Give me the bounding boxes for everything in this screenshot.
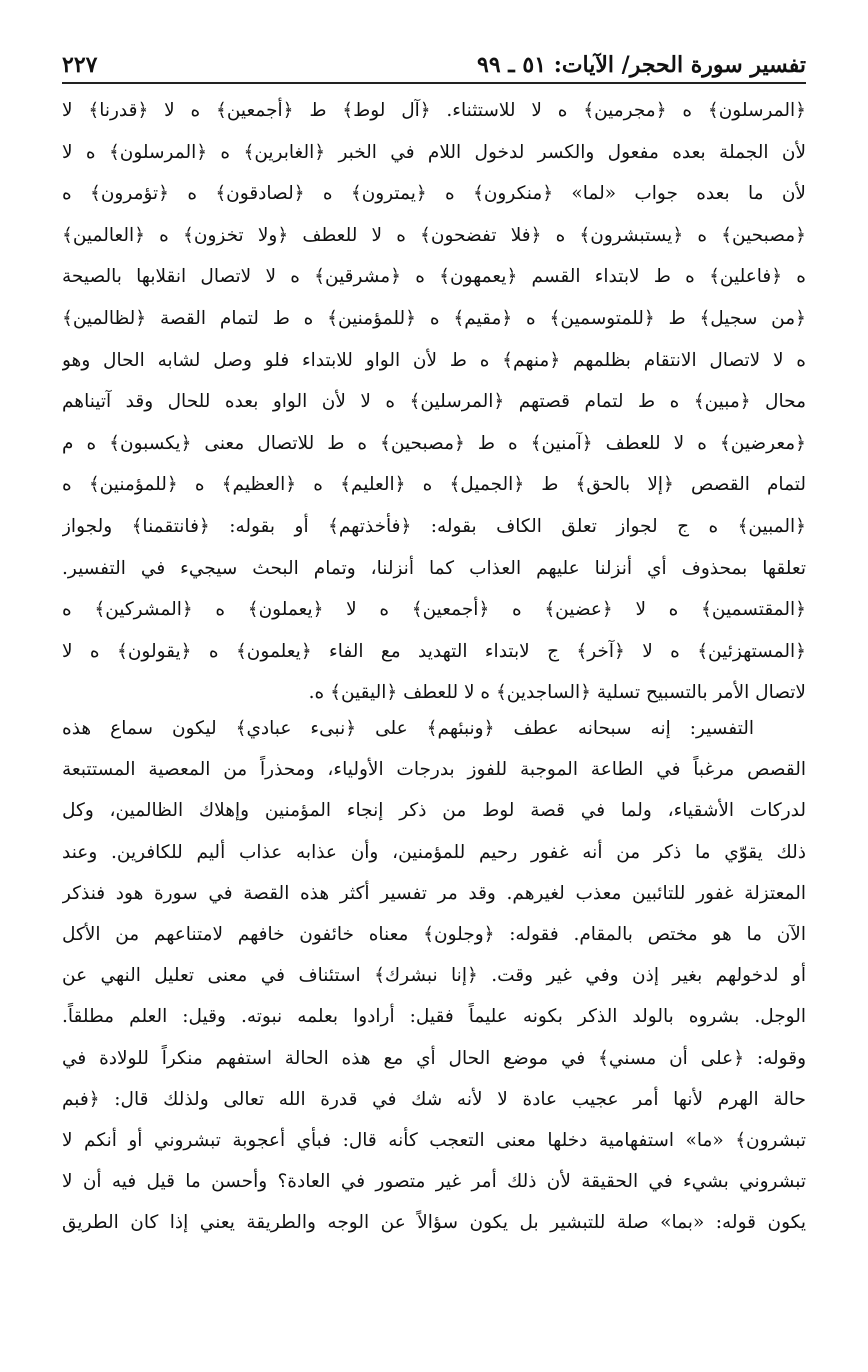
text-line: ه لا لاتصال الانتقام بظلمهم ﴿منهم﴾ ه ط لأن الواو للابتداء فلو وصل لشابه الحال وهو	[62, 349, 806, 371]
text-line: لدركات الأشقياء، ولما في قصة لوط من ذكر إنجاء المؤمنين وإهلاك الظالمين، وكل	[62, 800, 806, 822]
text-line: وقوله: ﴿على أن مسني﴾ في موضع الحال أي مع هذه الحالة استفهم منكراً للولادة في	[62, 1047, 806, 1069]
text-line: لأن ما بعده جواب «لما» ﴿منكرون﴾ ه ﴿يمترون﴾ ه ﴿لصادقون﴾ ه ﴿تؤمرون﴾ ه	[62, 183, 806, 205]
waqf-section	[62, 90, 806, 714]
text-line: ﴿المرسلون﴾ ه ﴿مجرمين﴾ ه لا للاستثناء. ﴿آل لوط﴾ ط ﴿أجمعين﴾ ه لا ﴿قدرنا﴾ لا	[62, 100, 806, 121]
text-line: محال ﴿مبين﴾ ه ط لتمام قصتهم ﴿المرسلين﴾ ه لا لأن الواو بعده للحال وقد آتيناهم	[62, 391, 806, 413]
text-line: الآن ما هو مختص بالمقام. فقوله: ﴿وجلون﴾ معناه خائفون خافهم لامتناعهم من الأكل	[62, 924, 806, 946]
text-line: ﴿من سجيل﴾ ط ﴿للمتوسمين﴾ ه ﴿مقيم﴾ ه ﴿للمؤمنين﴾ ه ط لتمام القصة ﴿لظالمين﴾	[62, 307, 806, 329]
text-line: ﴿معرضين﴾ ه لا للعطف ﴿آمنين﴾ ه ط ﴿مصبحين﴾ ه ط للاتصال معنى ﴿يكسبون﴾ ه م	[62, 432, 806, 454]
text-line: حالة الهرم لأنها أمر عجيب عادة لا لأنه شك في قدرة الله تعالى ولذلك قال: ﴿فبم	[62, 1088, 806, 1110]
text-line: تبشرون﴾ «ما» استفهامية دخلها معنى التعجب كأنه قال: فبأي أعجوبة تبشروني أو أنكم لا	[62, 1130, 806, 1152]
tafsir-section	[62, 708, 806, 1244]
text-line: ﴿المبين﴾ ه ج لجواز تعلق الكاف بقوله: ﴿فأخذتهم﴾ أو بقوله: ﴿فانتقمنا﴾ ولجواز	[62, 515, 806, 537]
text-line: لتمام القصص ﴿إلا بالحق﴾ ط ﴿الجميل﴾ ه ﴿العليم﴾ ه ﴿العظيم﴾ ه ﴿للمؤمنين﴾ ه	[62, 474, 806, 496]
text-line: لأن الجملة بعده مفعول والكسر لدخول اللام في الخبر ﴿الغابرين﴾ ه ﴿المرسلون﴾ ه لا	[62, 141, 806, 163]
page-header	[62, 38, 806, 84]
running-title: تفسير سورة الحجر/ الآيات: ٥١ ـ ٩٩	[477, 52, 806, 78]
text-line: ذلك يقوّي ما ذكر من أنه غفور رحيم للمؤمنين، وأن عذابه عذاب أليم للكافرين. وعند	[62, 841, 806, 863]
text-line: التفسير: إنه سبحانه عطف ﴿ونبئهم﴾ على ﴿نبىء عبادي﴾ ليكون سماع هذه	[62, 718, 754, 739]
text-line: القصص مرغباً في الطاعة الموجبة للفوز بدرجات الأولياء، ومحذراً من المعصية المستتبعة	[62, 759, 806, 781]
text-line: المعتزلة غفور للتائبين معذب لغيرهم. وقد مر تفسير أكثر هذه القصة في سورة هود فنذكر	[62, 882, 806, 904]
text-line: ﴿المستهزئين﴾ ه لا ﴿آخر﴾ ج لابتداء التهديد مع الفاء ﴿يعلمون﴾ ه ﴿يقولون﴾ ه لا	[62, 640, 806, 662]
text-line: تبشروني بشيء في الحقيقة لأن ذلك أمر غير متصور في العادة؟ وأحسن ما قيل فيه أن لا	[62, 1171, 806, 1193]
text-line: تعلقها بمحذوف أي أنزلنا عليهم العذاب كما أنزلنا، وتمام البحث سيجيء في التفسير.	[62, 557, 806, 579]
text-line: ﴿المقتسمين﴾ ه لا ﴿عضين﴾ ه ﴿أجمعين﴾ ه لا ﴿يعملون﴾ ه ﴿المشركين﴾ ه	[62, 599, 806, 621]
text-line: ﴿مصبحين﴾ ه ﴿يستبشرون﴾ ه ﴿فلا تفضحون﴾ ه لا للعطف ﴿ولا تخزون﴾ ه ﴿العالمين﴾	[62, 224, 806, 246]
page-number: ٢٢٧	[62, 52, 98, 78]
text-line: الوجل. بشروه بالولد الذكر بكونه عليماً فقيل: أرادوا بعلمه نبوته. وقيل: العلم مطلقاً.	[62, 1006, 806, 1028]
text-line: لاتصال الأمر بالتسبيح تسلية ﴿الساجدين﴾ ه لا للعطف ﴿اليقين﴾ ه.	[308, 682, 806, 704]
text-line: ه ﴿فاعلين﴾ ه ط لابتداء القسم ﴿يعمهون﴾ ه ﴿مشرقين﴾ ه لا لاتصال انقلابها بالصيحة	[62, 266, 806, 288]
text-line: يكون قوله: «بما» صلة للتبشير بل يكون سؤالاً عن الوجه والطريقة يعني إذا كان الطريق	[62, 1212, 806, 1234]
text-line: أو لدخولهم بغير إذن وفي غير وقت. ﴿إنا نبشرك﴾ استئناف في معنى تعليل النهي عن	[62, 965, 806, 987]
